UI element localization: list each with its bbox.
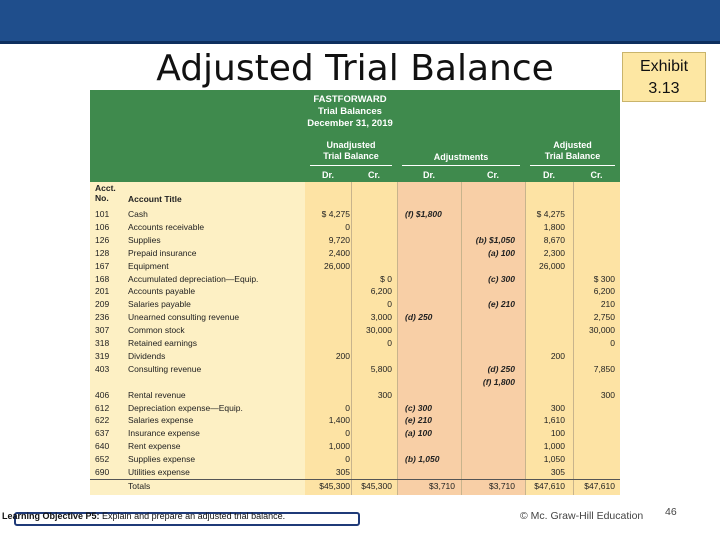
cell-udr: 1,000 (328, 441, 350, 452)
statement-subtitle: Trial Balances (318, 106, 382, 117)
adjustments-header: Adjustments (433, 152, 489, 162)
unadj-dr-header: Dr. (321, 170, 334, 180)
trial-balance-table (90, 182, 620, 495)
cell-no: 319 (95, 350, 110, 361)
total-tcr: $47,610 (584, 480, 615, 491)
cell-title: Salaries expense (128, 415, 194, 426)
cell-tcr: 7,850 (593, 363, 615, 374)
cell-tcr: 6,200 (593, 286, 615, 297)
cell-tcr: 0 (610, 338, 615, 348)
table-row (90, 208, 620, 221)
cell-ucr: 0 (387, 338, 392, 348)
cell-acr: (b) $1,050 (475, 234, 515, 245)
total-title: Totals (128, 480, 151, 491)
cell-udr: 0 (345, 454, 350, 465)
statement-date: December 31, 2019 (307, 118, 393, 129)
cell-udr: $ 4,275 (321, 209, 350, 219)
cell-no: 126 (95, 234, 110, 245)
total-tdr: $47,610 (534, 480, 565, 491)
cell-adr: (d) 250 (405, 312, 433, 323)
cell-no: 690 (95, 467, 110, 477)
cell-no: 406 (95, 389, 110, 400)
cell-title: Prepaid insurance (128, 247, 197, 258)
table-row (90, 260, 620, 273)
top-banner (0, 0, 720, 44)
cell-no: 167 (95, 260, 110, 271)
table-row (90, 440, 620, 453)
cell-tdr: 200 (550, 350, 565, 361)
cell-adr: (e) 210 (405, 415, 432, 426)
cell-title: Accounts receivable (128, 221, 205, 232)
cell-udr: 2,400 (328, 247, 350, 258)
cell-ucr: 300 (377, 389, 392, 400)
table-row (90, 298, 620, 311)
total-adr: $3,710 (429, 480, 455, 491)
copyright: © Mc. Graw-Hill Education (520, 510, 644, 522)
cell-no: 209 (95, 299, 110, 310)
cell-acr: (d) 250 (487, 363, 515, 374)
cell-udr: 305 (335, 467, 350, 477)
table-row (90, 221, 620, 234)
table-row (90, 350, 620, 363)
cell-no: 622 (95, 415, 110, 426)
atb-dr-header: Dr. (542, 170, 555, 180)
cell-tdr: 1,000 (543, 441, 565, 452)
table-row (90, 247, 620, 260)
table-row (90, 234, 620, 247)
cell-title: Rental revenue (128, 389, 186, 400)
cell-adr: (c) 300 (405, 402, 432, 413)
trial-balance-figure (90, 90, 620, 495)
table-row (90, 376, 620, 389)
adj-dr-header: Dr. (422, 170, 435, 180)
learning-objective: Learning Objective P5: Explain and prepare an adjusted trial balance. (2, 511, 286, 521)
cell-tdr: $ 4,275 (536, 209, 565, 219)
unadjusted-header: Unadjusted Trial Balance (323, 140, 379, 161)
cell-title: Accumulated depreciation—Equip. (128, 273, 259, 284)
cell-tdr: 8,670 (543, 234, 565, 245)
cell-acr: (f) 1,800 (482, 376, 515, 387)
adjusted-header: Adjusted Trial Balance (544, 140, 601, 161)
table-row (90, 311, 620, 324)
cell-udr: 9,720 (328, 234, 350, 245)
cell-tdr: 1,050 (543, 454, 565, 465)
cell-title: Equipment (128, 260, 169, 271)
cell-udr: 200 (335, 350, 350, 361)
cell-title: Dividends (128, 350, 166, 361)
cell-no: 236 (95, 312, 110, 323)
cell-tcr: 300 (600, 389, 615, 400)
cell-no: 307 (95, 325, 110, 336)
table-row (90, 466, 620, 479)
cell-adr: (f) $1,800 (405, 209, 442, 219)
cell-tdr: 1,800 (543, 221, 565, 232)
cell-ucr: 30,000 (366, 325, 392, 336)
cell-no: 637 (95, 428, 110, 439)
cell-title: Supplies (128, 234, 161, 245)
cell-title: Accounts payable (128, 286, 196, 297)
cell-no: 128 (95, 247, 110, 258)
table-row (90, 324, 620, 337)
cell-tdr: 300 (550, 402, 565, 413)
table-row (90, 389, 620, 402)
total-udr: $45,300 (319, 480, 350, 491)
cell-tcr: 2,750 (593, 312, 615, 323)
cell-ucr: 6,200 (370, 286, 392, 297)
table-row (90, 414, 620, 427)
exhibit-badge: Exhibit 3.13 (622, 52, 706, 102)
cell-tdr: 2,300 (543, 247, 565, 258)
table-row (90, 363, 620, 376)
table-row (90, 273, 620, 286)
cell-no: 106 (95, 221, 110, 232)
cell-no: 403 (95, 363, 110, 374)
cell-tdr: 26,000 (539, 260, 565, 271)
cell-title: Common stock (128, 325, 185, 336)
total-ucr: $45,300 (361, 480, 392, 491)
cell-acr: (c) 300 (488, 273, 515, 284)
cell-title: Cash (128, 209, 148, 219)
cell-ucr: 3,000 (370, 312, 392, 323)
slide-title: Adjusted Trial Balance (156, 48, 554, 89)
cell-no: 640 (95, 441, 110, 452)
cell-tcr: 210 (600, 299, 615, 310)
adj-cr-header: Cr. (486, 170, 499, 180)
atb-cr-header: Cr. (590, 170, 603, 180)
cell-tdr: 305 (550, 467, 565, 477)
cell-title: Rent expense (128, 441, 181, 452)
cell-ucr: 5,800 (370, 363, 392, 374)
cell-no: 318 (95, 338, 110, 348)
cell-no: 201 (95, 286, 110, 297)
cell-acr: (a) 100 (488, 247, 515, 258)
cell-title: Consulting revenue (128, 363, 202, 374)
cell-title: Retained earnings (128, 338, 197, 348)
table-row (90, 427, 620, 440)
table-row (90, 402, 620, 415)
table-row (90, 453, 620, 466)
cell-title: Insurance expense (128, 428, 200, 439)
unadj-cr-header: Cr. (367, 170, 380, 180)
cell-no: 612 (95, 402, 110, 413)
cell-adr: (b) 1,050 (405, 454, 440, 465)
table-row (90, 285, 620, 298)
cell-no: 101 (95, 209, 110, 219)
acct-title-header: Account Title (128, 194, 182, 204)
cell-ucr: $ 0 (380, 273, 392, 284)
total-acr: $3,710 (489, 480, 515, 491)
cell-title: Supplies expense (128, 454, 196, 465)
cell-no: 168 (95, 273, 110, 284)
cell-udr: 0 (345, 221, 350, 232)
cell-title: Depreciation expense—Equip. (128, 402, 243, 413)
cell-tdr: 100 (550, 428, 565, 439)
cell-acr: (e) 210 (488, 299, 515, 310)
table-row (90, 337, 620, 350)
acct-no-header: Acct. No. (95, 183, 116, 203)
cell-title: Utilities expense (128, 467, 190, 477)
cell-adr: (a) 100 (405, 428, 432, 439)
cell-udr: 0 (345, 402, 350, 413)
cell-udr: 26,000 (324, 260, 350, 271)
cell-tdr: 1,610 (543, 415, 565, 426)
cell-udr: 1,400 (328, 415, 350, 426)
cell-udr: 0 (345, 428, 350, 439)
cell-title: Unearned consulting revenue (128, 312, 240, 323)
company-name: FASTFORWARD (313, 94, 387, 105)
cell-ucr: 0 (387, 299, 392, 310)
cell-title: Salaries payable (128, 299, 191, 310)
totals-row (90, 479, 620, 492)
cell-no: 652 (95, 454, 110, 465)
cell-tcr: $ 300 (593, 273, 615, 284)
page-number: 46 (665, 506, 677, 518)
cell-tcr: 30,000 (589, 325, 615, 336)
